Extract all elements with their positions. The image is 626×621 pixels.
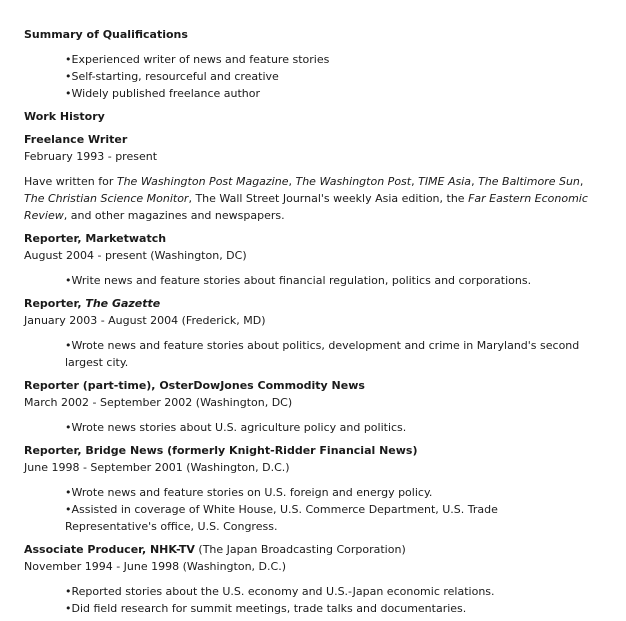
job-title: Reporter, The Gazette bbox=[24, 297, 161, 310]
bullet-dot: • bbox=[65, 602, 72, 615]
job-bullet: •Write news and feature stories about financial regulation, politics and corporations. bbox=[65, 274, 532, 287]
job-bullet: •Wrote news stories about U.S. agriculture policy and politics. bbox=[65, 421, 407, 434]
bullet-dot: • bbox=[65, 87, 72, 100]
job-dates: June 1998 - September 2001 (Washington, D.C.) bbox=[24, 461, 290, 474]
job-entry bbox=[24, 377, 594, 436]
bullet-dot: • bbox=[65, 339, 72, 352]
bullet-dot: • bbox=[65, 503, 72, 516]
summary-list bbox=[24, 51, 594, 102]
job-title: Associate Producer, NHK-TV (The Japan Broadcasting Corporation) bbox=[24, 543, 406, 556]
job-title: Reporter (part-time), OsterDowJones Commodity News bbox=[24, 379, 365, 392]
job-dates: March 2002 - September 2002 (Washington, DC) bbox=[24, 396, 293, 409]
job-bullet: •Reported stories about the U.S. economy and U.S.-Japan economic relations. bbox=[65, 585, 495, 598]
bullet-dot: • bbox=[65, 53, 72, 66]
summary-bullet: •Experienced writer of news and feature stories bbox=[65, 53, 330, 66]
job-bullet: •Wrote news and feature stories about politics, development and crime in Maryland's second largest city. bbox=[65, 339, 580, 369]
job-bullet: •Assisted in coverage of White House, U.S. Commerce Department, U.S. Trade Representative's office, U.S. Congress. bbox=[65, 503, 498, 533]
job-bullet: •Wrote news and feature stories on U.S. foreign and energy policy. bbox=[65, 486, 433, 499]
job-description: Have written for The Washington Post Magazine, The Washington Post, TIME Asia, The Baltimore Sun, The Christian Science Monitor, The Wall Street Journal's weekly Asia edition, the Far Eastern Economic Review, and other magazines and newspapers. bbox=[24, 175, 588, 222]
resume-document bbox=[24, 26, 594, 617]
job-entry bbox=[24, 541, 594, 617]
work-history-heading: Work History bbox=[24, 110, 105, 123]
job-entry bbox=[24, 131, 594, 224]
job-dates: August 2004 - present (Washington, DC) bbox=[24, 249, 247, 262]
bullet-dot: • bbox=[65, 585, 72, 598]
job-dates: November 1994 - June 1998 (Washington, D.C.) bbox=[24, 560, 286, 573]
job-dates: February 1993 - present bbox=[24, 150, 158, 163]
summary-bullet: •Widely published freelance author bbox=[65, 87, 261, 100]
job-bullet: •Did field research for summit meetings, trade talks and documentaries. bbox=[65, 602, 467, 615]
job-title: Freelance Writer bbox=[24, 133, 128, 146]
job-entry bbox=[24, 295, 594, 371]
bullet-dot: • bbox=[65, 421, 72, 434]
job-title: Reporter, Marketwatch bbox=[24, 232, 167, 245]
job-dates: January 2003 - August 2004 (Frederick, MD) bbox=[24, 314, 266, 327]
summary-bullet: •Self-starting, resourceful and creative bbox=[65, 70, 279, 83]
job-entry bbox=[24, 442, 594, 535]
job-entry bbox=[24, 230, 594, 289]
summary-heading: Summary of Qualifications bbox=[24, 28, 188, 41]
bullet-dot: • bbox=[65, 70, 72, 83]
job-title: Reporter, Bridge News (formerly Knight-Ridder Financial News) bbox=[24, 444, 418, 457]
bullet-dot: • bbox=[65, 274, 72, 287]
bullet-dot: • bbox=[65, 486, 72, 499]
